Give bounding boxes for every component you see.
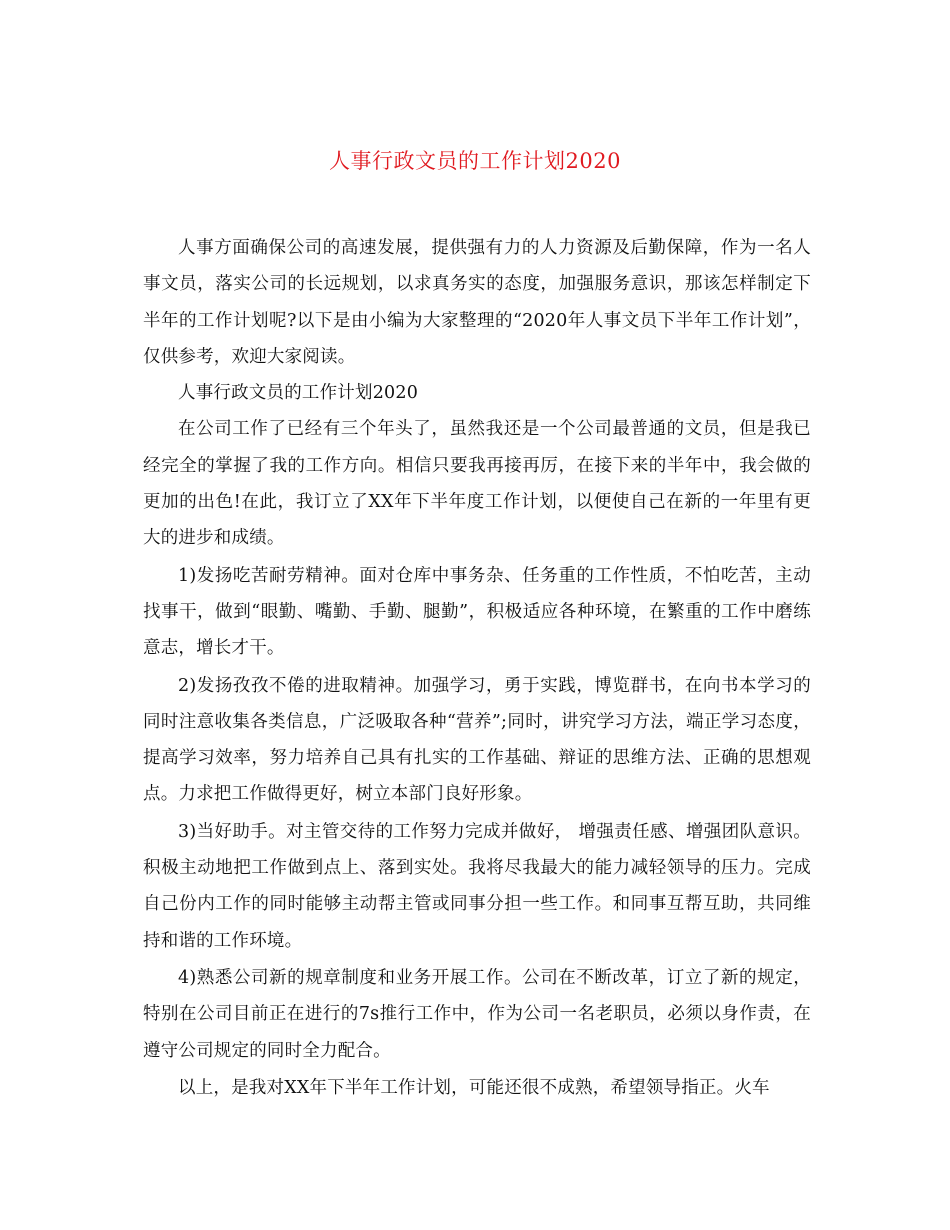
document-title: 人事行政文员的工作计划2020 [329, 149, 621, 173]
document-body [143, 230, 811, 1106]
paragraph-item-2: 2)发扬孜孜不倦的进取精神。加强学习，勇于实践，博览群书，在向书本学习的同时注意收集各类信息，广泛吸取各种“营养”;同时，讲究学习方法，端正学习态度，提高学习效率，努力培养自己具有扎实的工作基础、辩证的思维方法、正确的思想观点。力求把工作做得更好，树立本部门良好形象。 [143, 675, 811, 805]
paragraph-subtitle: 人事行政文员的工作计划2020 [178, 383, 419, 404]
paragraph-intro: 人事方面确保公司的高速发展，提供强有力的人力资源及后勤保障，作为一名人事文员，落实公司的长远规划，以求真务实的态度，加强服务意识，那该怎样制定下半年的工作计划呢?以下是由小编为大家整理的“2020年人事文员下半年工作计划”，仅供参考，欢迎大家阅读。 [143, 238, 811, 367]
paragraph-overview: 在公司工作了已经有三个年头了，虽然我还是一个公司最普通的文员，但是我已经完全的掌握了我的工作方向。相信只要我再接再厉，在接下来的半年中，我会做的更加的出色!在此，我订立了XX年下半年度工作计划，以便使自己在新的一年里有更大的进步和成绩。 [143, 419, 811, 549]
paragraph-closing: 以上，是我对XX年下半年工作计划，可能还很不成熟，希望领导指正。火车 [178, 1077, 770, 1098]
paragraph-item-4: 4)熟悉公司新的规章制度和业务开展工作。公司在不断改革，订立了新的规定，特别在公司目前正在进行的7s推行工作中，作为公司一名老职员，必须以身作责，在遵守公司规定的同时全力配合。 [143, 967, 811, 1061]
paragraph-item-1: 1)发扬吃苦耐劳精神。面对仓库中事务杂、任务重的工作性质，不怕吃苦，主动找事干，做到“眼勤、嘴勤、手勤、腿勤”，积极适应各种环境，在繁重的工作中磨练意志，增长才干。 [143, 565, 811, 659]
paragraph-item-3: 3)当好助手。对主管交待的工作努力完成并做好， 增强责任感、增强团队意识。积极主动地把工作做到点上、落到实处。我将尽我最大的能力减轻领导的压力。完成自己份内工作的同时能够主动帮主管或同事分担一些工作。和同事互帮互助，共同维持和谐的工作环境。 [143, 821, 811, 951]
